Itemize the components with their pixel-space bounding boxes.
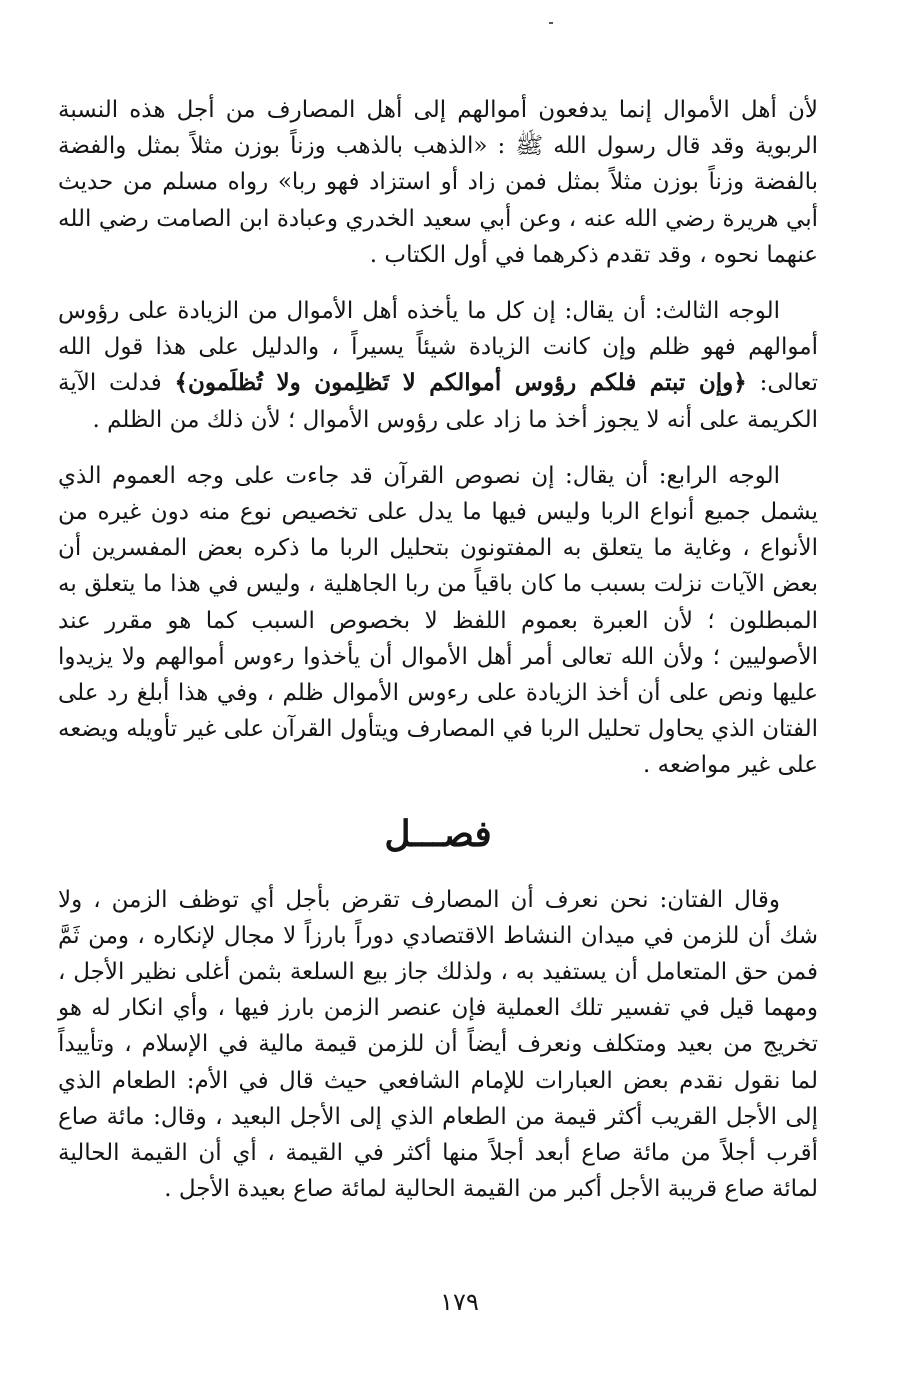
top-margin-mark: [549, 22, 553, 24]
section-heading: فصـــل: [384, 812, 492, 855]
quran-verse: ﴿وإن تبتم فلكم رؤوس أموالكم لا تَظلِمون ولا تُظلَمون﴾: [174, 369, 747, 397]
paragraph-fattan-claim: وقال الفتان: نحن نعرف أن المصارف تقرض بأجل أي توظف الزمن ، ولا شك أن للزمن في ميدان النشاط الاقتصادي دوراً بارزاً لا مجال لإنكاره ، ومن ثَمَّ فمن حق المتعامل أن يستفيد به ، ولذلك جاز بيع السلعة بثمن أغلى نظير الأجل ، ومهما قيل في تفسير تلك العملية فإن عنصر الزمن بارز فيها ، وأي انكار له هو تخريج من بعيد ومتكلف ونعرف أيضاً أن للزمن قيمة مالية في الإسلام ، وتأييداً لما نقول نقدم بعض العبارات للإمام الشافعي حيث قال في الأم: الطعام الذي إلى الأجل القريب أكثر قيمة من الطعام الذي إلى الأجل البعيد ، وقال: مائة صاع أقرب أجلاً من مائة صاع أبعد أجلاً منها أكثر في القيمة ، أي أن القيمة الحالية لمائة صاع قريبة الأجل أكبر من القيمة الحالية لمائة صاع بعيدة الأجل .: [58, 886, 818, 1203]
paragraph-third-aspect: [58, 293, 818, 438]
paragraph-hadith: لأن أهل الأموال إنما يدفعون أموالهم إلى أهل المصارف من أجل هذه النسبة الربوية وقد قال رسول الله ﷺ : «الذهب بالذهب وزناً بوزن مثلاً بمثل والفضة بالفضة وزناً بوزن مثلاً بمثل فمن زاد أو استزاد فهو ربا» رواه مسلم من حديث أبي هريرة رضي الله عنه ، وعن أبي سعيد الخدري وعبادة ابن الصامت رضي الله عنهما نحوه ، وقد تقدم ذكرهما في أول الكتاب .: [58, 97, 818, 268]
document-page: [58, 92, 818, 1207]
paragraph-fourth-aspect: الوجه الرابع: أن يقال: إن نصوص القرآن قد جاءت على وجه العموم الذي يشمل جميع أنواع الربا وليس فيها ما يدل على تخصيص نوع منه دون غيره من الأنواع ، وغاية ما يتعلق به المفتونون بتحليل الربا ما ذكره بعض المفسرين أن بعض الآيات نزلت بسبب ما كان باقياً من ربا الجاهلية ، وليس في هذا ما يتعلق به المبطلون ؛ لأن العبرة بعموم اللفظ لا بخصوص السبب كما هو مقرر عند الأصوليين ؛ ولأن الله تعالى أمر أهل الأموال أن يأخذوا رءوس أموالهم ولا يزيدوا عليها ونص على أن أخذ الزيادة على رءوس الأموال ظلم ، وفي هذا أبلغ رد على الفتان الذي يحاول تحليل الربا في المصارف ويتأول القرآن على غير تأويله ويضعه على غير مواضعه .: [58, 462, 818, 779]
third-aspect-conclusion: فدلت الآية الكريمة على أنه لا يجوز أخذ ما زاد على رؤوس الأموال ؛ لأن ذلك من الظلم .: [58, 370, 818, 433]
third-aspect-intro: الوجه الثالث: أن يقال: إن كل ما يأخذه أهل الأموال من الزيادة على رؤوس أموالهم فهو ظلم وإن كانت الزيادة شيئاً يسيراً ، والدليل على هذا قول الله تعالى:: [58, 298, 819, 397]
page-number: ١٧٩: [440, 1288, 479, 1316]
